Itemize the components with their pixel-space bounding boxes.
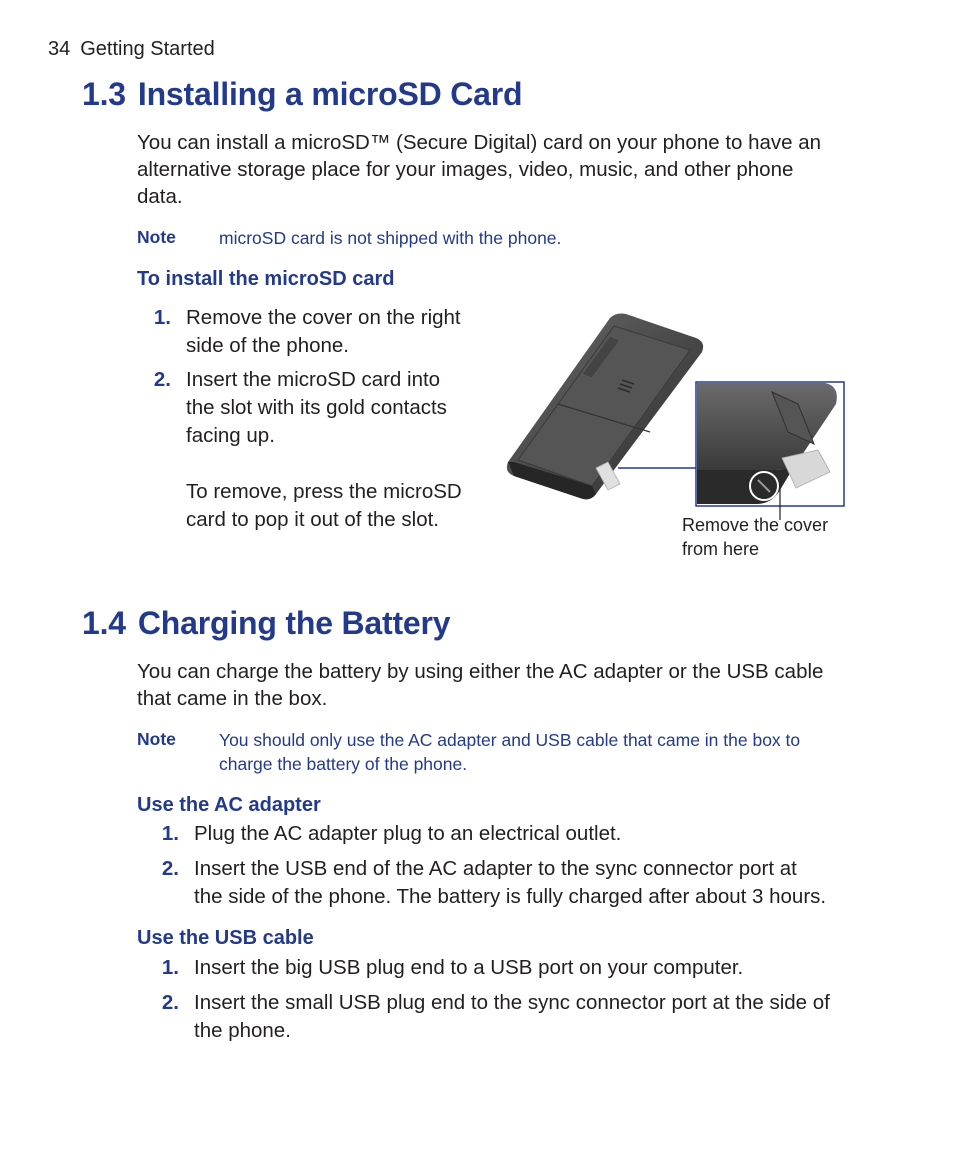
step-line: facing up. bbox=[186, 424, 275, 447]
section-1-3-intro bbox=[137, 129, 821, 210]
section-heading-1-4 bbox=[82, 605, 450, 642]
step-number: 1. bbox=[153, 306, 171, 329]
step-line: Plug the AC adapter plug to an electrical outlet. bbox=[194, 822, 622, 845]
step-number: 2. bbox=[161, 857, 179, 880]
step-line: Insert the USB end of the AC adapter to the sync connector port at bbox=[194, 857, 797, 880]
section-number: 1.3 bbox=[82, 76, 126, 112]
note-label: Note bbox=[137, 729, 176, 749]
usb-cable-title: Use the USB cable bbox=[137, 927, 314, 949]
step-line: To remove, press the microSD bbox=[186, 480, 462, 503]
note-text: microSD card is not shipped with the phone. bbox=[219, 228, 562, 248]
step-line bbox=[186, 450, 462, 478]
zoom-inset bbox=[696, 382, 844, 520]
ac-adapter-title: Use the AC adapter bbox=[137, 794, 321, 816]
phone-body bbox=[507, 314, 703, 500]
step-line: Remove the cover on the right bbox=[186, 306, 461, 329]
note-line: You should only use the AC adapter and USB cable that came in the box to bbox=[219, 730, 801, 750]
step-number: 2. bbox=[153, 368, 171, 391]
note-label: Note bbox=[137, 227, 176, 247]
section-number: 1.4 bbox=[82, 605, 126, 641]
caption-line: Remove the cover bbox=[682, 515, 829, 535]
step-number: 1. bbox=[161, 956, 179, 979]
step-line: Insert the small USB plug end to the sync connector port at the side of bbox=[194, 991, 830, 1014]
intro-line: that came in the box. bbox=[137, 687, 328, 710]
section-heading-1-3 bbox=[82, 76, 522, 113]
intro-line: You can charge the battery by using either the AC adapter or the USB cable bbox=[137, 660, 824, 683]
step-line: card to pop it out of the slot. bbox=[186, 508, 439, 531]
procedure-title: To install the microSD card bbox=[137, 268, 395, 290]
section-title: Charging the Battery bbox=[137, 605, 451, 641]
running-header bbox=[48, 38, 215, 61]
figure-caption bbox=[682, 513, 828, 561]
intro-line: data. bbox=[137, 185, 183, 208]
section-1-4-intro bbox=[137, 658, 823, 712]
step-line: the phone. bbox=[194, 1019, 291, 1042]
step-line: the slot with its gold contacts bbox=[186, 396, 447, 419]
step-number: 2. bbox=[161, 991, 179, 1014]
intro-line: alternative storage place for your images, video, music, and other phone bbox=[137, 158, 794, 181]
step-line: Insert the microSD card into bbox=[186, 368, 441, 391]
step-number: 1. bbox=[161, 822, 179, 845]
note-line: charge the battery of the phone. bbox=[219, 754, 468, 774]
section-title: Installing a microSD Card bbox=[137, 76, 523, 112]
note-text bbox=[219, 728, 800, 776]
step-line: Insert the big USB plug end to a USB port on your computer. bbox=[194, 956, 744, 979]
step-line: the side of the phone. The battery is fully charged after about 3 hours. bbox=[194, 885, 827, 908]
page-number: 34 bbox=[48, 38, 71, 60]
caption-line: from here bbox=[682, 539, 760, 559]
phone-illustration bbox=[500, 312, 850, 522]
chapter-title: Getting Started bbox=[80, 38, 215, 60]
intro-line: You can install a microSD™ (Secure Digital) card on your phone to have an bbox=[137, 131, 822, 154]
step-line: side of the phone. bbox=[186, 334, 349, 357]
